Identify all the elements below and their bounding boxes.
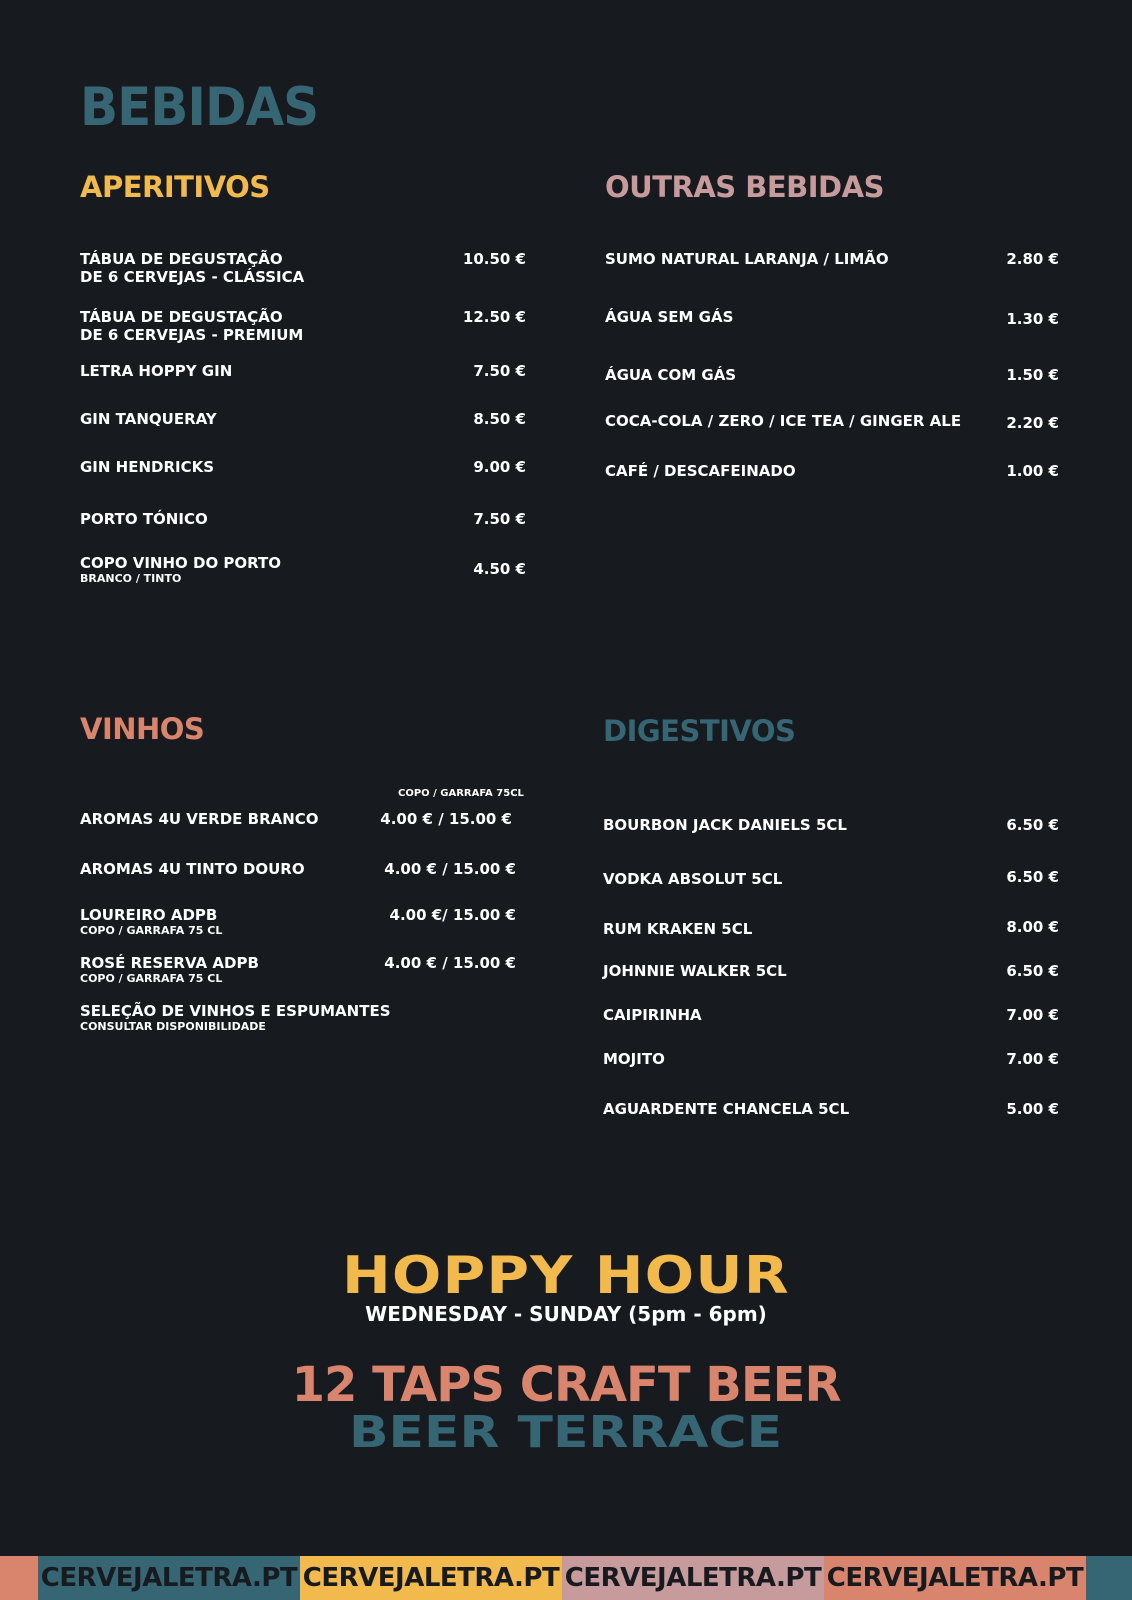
digestivos-title: DIGESTIVOS — [603, 714, 796, 748]
footer-website-link[interactable]: CERVEJALETRA.PT — [300, 1556, 562, 1600]
item-name: AROMAS 4U TINTO DOURO — [80, 860, 305, 878]
hoppy-hour-title: HOPPY HOUR — [342, 1246, 790, 1306]
item-name: ÁGUA SEM GÁS — [605, 308, 734, 326]
item-price: 7.50 € — [473, 510, 526, 528]
item-name: VODKA ABSOLUT 5CL — [603, 870, 783, 888]
item-price: 4.00 €/ 15.00 € — [389, 906, 516, 924]
item-price: 6.50 € — [1006, 962, 1059, 980]
hoppy-hour-block — [0, 1246, 1132, 1326]
page-title: BEBIDAS — [80, 76, 319, 138]
footer-edge-left — [0, 1556, 38, 1600]
item-price: 8.00 € — [1006, 918, 1059, 936]
item-name: GIN TANQUERAY — [80, 410, 217, 428]
item-price: 4.00 € / 15.00 € — [384, 860, 516, 878]
item-price: 10.50 € — [462, 250, 526, 268]
item-name: RUM KRAKEN 5CL — [603, 920, 753, 938]
item-name: COCA-COLA / ZERO / ICE TEA / GINGER ALE — [605, 412, 962, 430]
item-subtitle: COPO / GARRAFA 75 CL — [80, 972, 223, 985]
footer-website-link[interactable]: CERVEJALETRA.PT — [38, 1556, 300, 1600]
item-price: 1.00 € — [1006, 462, 1059, 480]
item-subtitle: BRANCO / TINTO — [80, 572, 182, 585]
item-price: 6.50 € — [1006, 868, 1059, 886]
item-name: AROMAS 4U VERDE BRANCO — [80, 810, 319, 828]
outras-bebidas-section — [605, 170, 1059, 500]
item-name: ROSÉ RESERVA ADPB — [80, 954, 259, 972]
item-name: CAFÉ / DESCAFEINADO — [605, 462, 796, 480]
item-name: ÁGUA COM GÁS — [605, 366, 737, 384]
item-name: JOHNNIE WALKER 5CL — [603, 962, 787, 980]
item-name: TÁBUA DE DEGUSTAÇÃO — [80, 250, 283, 268]
item-name-line2: DE 6 CERVEJAS - CLÁSSICA — [80, 268, 305, 286]
item-name: SUMO NATURAL LARANJA / LIMÃO — [605, 250, 889, 268]
item-price: 6.50 € — [1006, 816, 1059, 834]
item-price: 1.30 € — [1006, 310, 1059, 328]
item-price: 1.50 € — [1006, 366, 1059, 384]
item-name: COPO VINHO DO PORTO — [80, 554, 282, 572]
craft-beer-taps: 12 TAPS CRAFT BEER — [291, 1357, 841, 1413]
item-name: GIN HENDRICKS — [80, 458, 215, 476]
item-price: 9.00 € — [473, 458, 526, 476]
footer-website-link[interactable]: CERVEJALETRA.PT — [562, 1556, 824, 1600]
item-name: PORTO TÓNICO — [80, 510, 208, 528]
vinhos-title: VINHOS — [80, 712, 205, 746]
item-price: 8.50 € — [473, 410, 526, 428]
vinhos-column-header: COPO / GARRAFA 75CL — [398, 788, 524, 799]
item-name: LETRA HOPPY GIN — [80, 362, 233, 380]
item-name: CAIPIRINHA — [603, 1006, 702, 1024]
item-price: 5.00 € — [1006, 1100, 1059, 1118]
item-price: 4.50 € — [473, 560, 526, 578]
item-name: TÁBUA DE DEGUSTAÇÃO — [80, 308, 283, 326]
vinhos-section — [80, 712, 526, 1052]
digestivos-section — [603, 714, 1059, 1124]
item-name-line2: DE 6 CERVEJAS - PREMIUM — [80, 326, 304, 344]
item-name: AGUARDENTE CHANCELA 5CL — [603, 1100, 850, 1118]
footer-banner — [0, 1556, 1132, 1600]
item-name: SELEÇÃO DE VINHOS E ESPUMANTES — [80, 1002, 391, 1020]
item-price: 12.50 € — [462, 308, 526, 326]
item-price: 7.00 € — [1006, 1006, 1059, 1024]
item-price: 2.80 € — [1006, 250, 1059, 268]
beer-terrace-title: BEER TERRACE — [349, 1407, 783, 1458]
hoppy-hour-schedule: WEDNESDAY - SUNDAY (5pm - 6pm) — [365, 1302, 767, 1326]
item-name: MOJITO — [603, 1050, 665, 1068]
footer-edge-right — [1086, 1556, 1132, 1600]
item-price: 7.50 € — [473, 362, 526, 380]
footer-website-link[interactable]: CERVEJALETRA.PT — [824, 1556, 1086, 1600]
beer-terrace-block — [0, 1357, 1132, 1458]
item-price: 2.20 € — [1006, 414, 1059, 432]
item-price: 7.00 € — [1006, 1050, 1059, 1068]
item-name: LOUREIRO ADPB — [80, 906, 218, 924]
item-price: 4.00 € / 15.00 € — [384, 954, 516, 972]
item-price: 4.00 € / 15.00 € — [380, 810, 512, 828]
aperitivos-section — [80, 170, 526, 610]
item-subtitle: COPO / GARRAFA 75 CL — [80, 924, 223, 937]
aperitivos-title: APERITIVOS — [80, 170, 270, 204]
outras-bebidas-title: OUTRAS BEBIDAS — [605, 170, 884, 204]
item-name: BOURBON JACK DANIELS 5CL — [603, 816, 847, 834]
item-subtitle: CONSULTAR DISPONIBILIDADE — [80, 1020, 266, 1033]
